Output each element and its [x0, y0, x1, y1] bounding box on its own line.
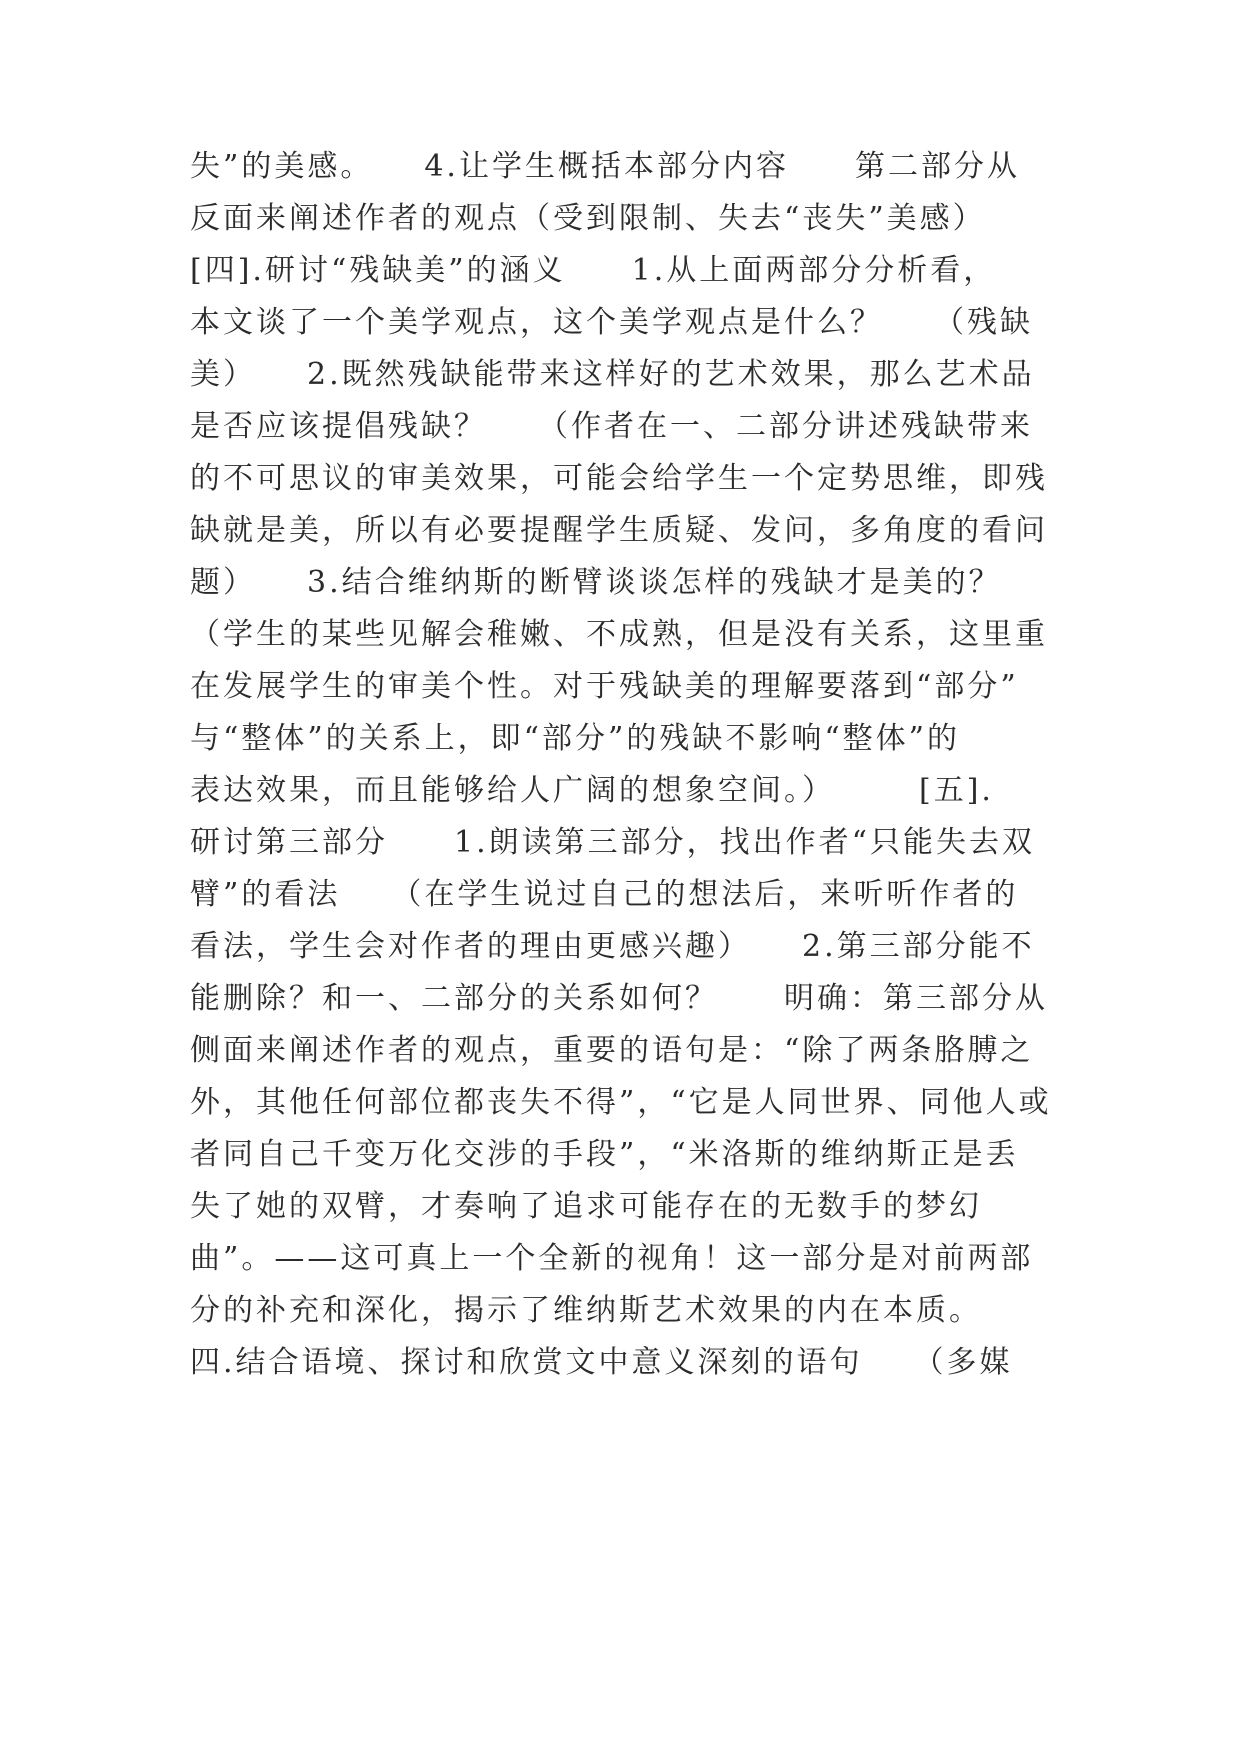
- text-line: 分的补充和深化，揭示了维纳斯艺术效果的内在本质。: [190, 1293, 982, 1328]
- text-line: （学生的某些见解会稚嫩、不成熟，但是没有关系，这里重: [190, 617, 1048, 652]
- text-line: 是否应该提倡残缺？ （作者在一、二部分讲述残缺带来: [190, 409, 1033, 444]
- text-line: 与“整体”的关系上，即“部分”的残缺不影响“整体”的: [190, 721, 961, 756]
- text-line: 反面来阐述作者的观点（受到限制、失去“丧失”美感）: [190, 201, 986, 236]
- text-line: 侧面来阐述作者的观点，重要的语句是：“除了两条胳膊之: [190, 1033, 1034, 1068]
- text-line: 失了她的双臂，才奏响了追求可能存在的无数手的梦幻: [190, 1189, 982, 1224]
- text-line: 本文谈了一个美学观点，这个美学观点是什么？ （残缺: [190, 305, 1033, 340]
- text-line: 缺就是美，所以有必要提醒学生质疑、发问，多角度的看问: [190, 513, 1048, 548]
- text-line: 题） 3.结合维纳斯的断臂谈谈怎样的残缺才是美的？: [190, 565, 1002, 600]
- text-line: 美） 2.既然残缺能带来这样好的艺术效果，那么艺术品: [190, 357, 1035, 392]
- text-line: 臂”的看法 （在学生说过自己的想法后，来听听作者的: [190, 877, 1019, 912]
- text-line: 看法，学生会对作者的理由更感兴趣） 2.第三部分能不: [190, 929, 1035, 964]
- text-line: 外，其他任何部位都丧失不得”，“它是人同世界、同他人或: [190, 1085, 1052, 1120]
- text-line: 者同自己千变万化交涉的手段”，“米洛斯的维纳斯正是丢: [190, 1137, 1019, 1172]
- text-line: 表达效果，而且能够给人广阔的想象空间。） [五].: [190, 773, 994, 808]
- text-line: [四].研讨“残缺美”的涵义 1.从上面两部分分析看，: [190, 253, 997, 288]
- text-line: 曲”。——这可真上一个全新的视角！这一部分是对前两部: [190, 1241, 1034, 1276]
- text-line: 的不可思议的审美效果，可能会给学生一个定势思维，即残: [190, 461, 1048, 496]
- text-line: 能删除？和一、二部分的关系如何？ 明确：第三部分从: [190, 981, 1048, 1016]
- text-line: 在发展学生的审美个性。对于残缺美的理解要落到“部分”: [190, 669, 1019, 704]
- text-line: 失”的美感。 4.让学生概括本部分内容 第二部分从: [190, 149, 1020, 184]
- text-line: 研讨第三部分 1.朗读第三部分，找出作者“只能失去双: [190, 825, 1035, 860]
- text-line: 四.结合语境、探讨和欣赏文中意义深刻的语句 （多媒: [190, 1345, 1013, 1380]
